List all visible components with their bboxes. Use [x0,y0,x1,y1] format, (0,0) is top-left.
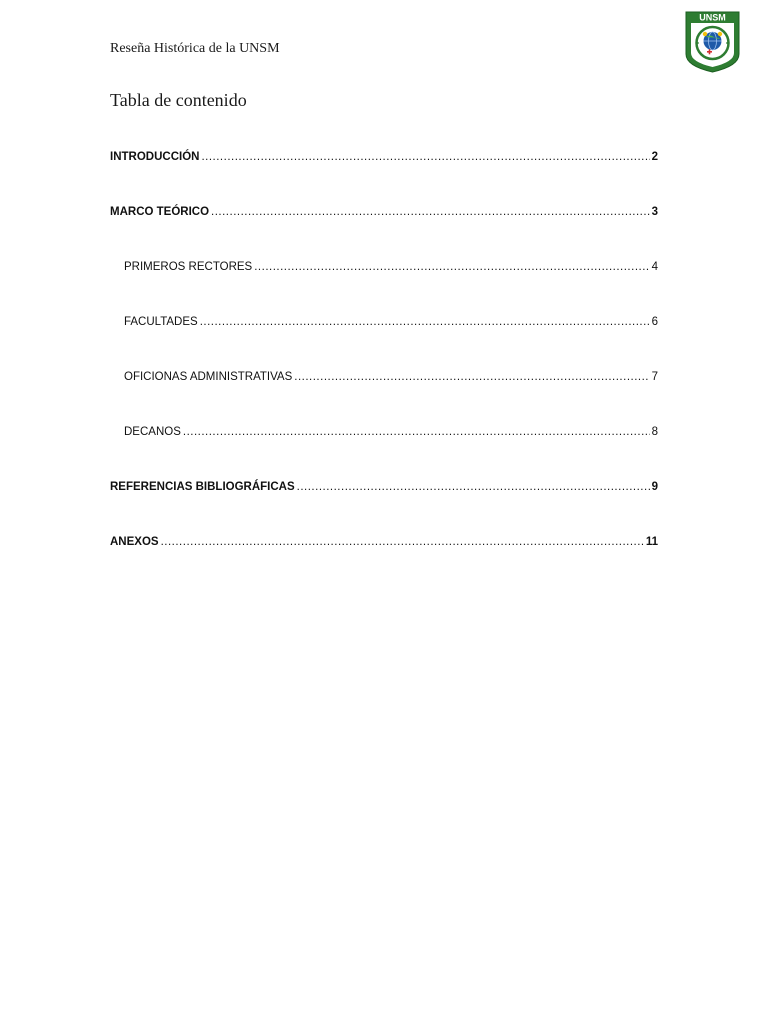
toc-entry-anexos[interactable] [110,536,658,548]
toc-entry-page: 6 [651,316,658,328]
dot-leader [183,426,650,438]
toc-entry-decanos[interactable] [124,426,658,438]
dot-leader [211,206,650,218]
toc-entry-page: 4 [651,261,658,273]
toc-entry-label: ANEXOS [110,536,159,548]
toc-entry-marco-teorico[interactable] [110,206,658,218]
toc-entry-page: 2 [651,151,658,163]
toc-entry-label: MARCO TEÓRICO [110,206,210,218]
toc-title: Tabla de contenido [110,90,247,110]
toc-entry-label: FACULTADES [124,316,198,328]
dot-leader [200,316,650,328]
university-logo-icon [684,10,741,74]
toc-entry-primeros-rectores[interactable] [124,261,658,273]
dot-leader [254,261,649,273]
toc-entry-page: 7 [651,371,658,383]
toc-entry-label: INTRODUCCIÓN [110,151,200,163]
toc-entry-oficionas-administrativas[interactable] [124,371,658,383]
dot-leader [294,371,649,383]
toc-entry-facultades[interactable] [124,316,658,328]
dot-leader [201,151,649,163]
toc-entry-label: OFICIONAS ADMINISTRATIVAS [124,371,293,383]
toc-entry-introduccion[interactable] [110,151,658,163]
toc-entry-label: DECANOS [124,426,181,438]
toc-entry-referencias-bibliograficas[interactable] [110,481,658,493]
dot-leader [161,536,644,548]
toc-entry-page: 3 [651,206,658,218]
running-header: Reseña Histórica de la UNSM [110,41,280,56]
toc-entry-page: 9 [651,481,658,493]
toc-entry-label: PRIMEROS RECTORES [124,261,253,273]
toc-entry-page: 8 [651,426,658,438]
logo-text: UNSM [699,12,726,23]
dot-leader [297,481,650,493]
toc-entry-page: 11 [645,536,658,548]
toc-entry-label: REFERENCIAS BIBLIOGRÁFICAS [110,481,295,493]
